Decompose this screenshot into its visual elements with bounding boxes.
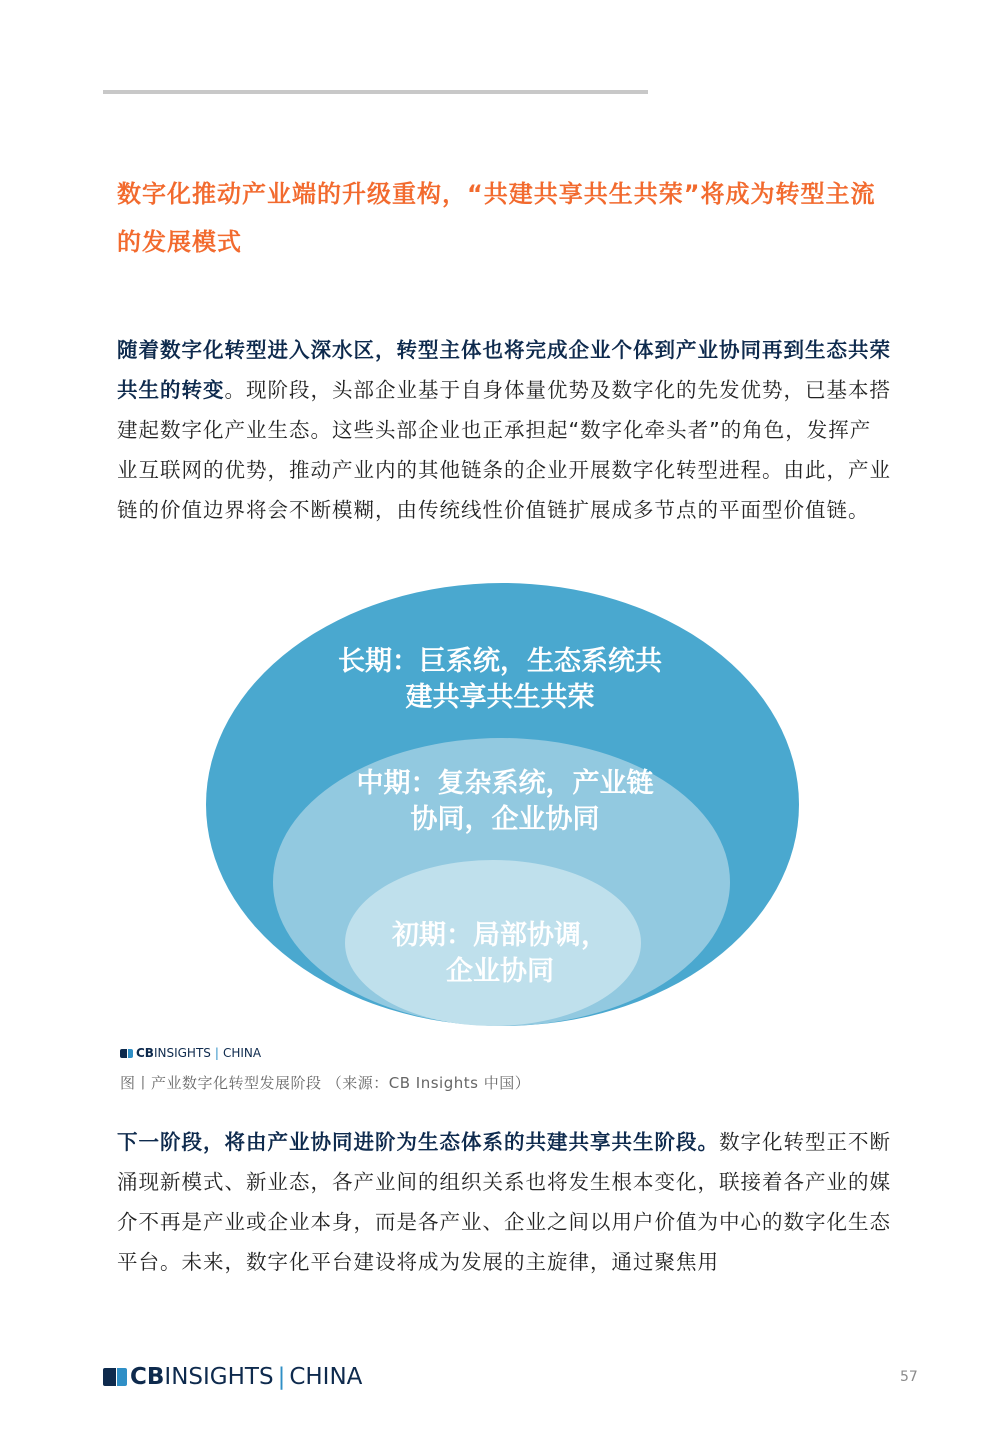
paragraph-2-bold: 下一阶段，将由产业协同进阶为生态体系的共建共享共生阶段。 <box>117 1130 719 1154</box>
cb-logo-icon <box>103 1368 127 1386</box>
figure-caption: 图丨产业数字化转型发展阶段 （来源：CB Insights 中国） <box>120 1074 531 1092</box>
logo-china: CHINA <box>222 1046 262 1060</box>
section-heading: 数字化推动产业端的升级重构，“共建共享共生共荣”将成为转型主流的发展模式 <box>117 180 876 256</box>
paragraph-2 <box>117 1122 892 1282</box>
cb-logo-icon <box>120 1049 133 1058</box>
paragraph-1 <box>117 330 892 530</box>
paragraph-1-bold: 随着数字化转型进入深水区，转型主体也将完成企业个体到产业协同再到生态共荣共生的转变 <box>117 338 891 402</box>
logo-separator: | <box>277 1364 286 1390</box>
logo-cb: CB <box>130 1364 165 1390</box>
logo-insights: INSIGHTS <box>164 1364 274 1390</box>
footer-logo <box>103 1364 362 1390</box>
logo-separator: | <box>214 1046 219 1060</box>
long-term-label: 长期：巨系统，生态系统共建共享共生共荣 <box>338 646 662 713</box>
figure-source-logo <box>120 1046 261 1060</box>
mid-term-label: 中期：复杂系统，产业链协同，企业协同 <box>356 768 654 835</box>
logo-insights: INSIGHTS <box>153 1046 211 1060</box>
paragraph-1-text: 。现阶段，头部企业基于自身体量优势及数字化的先发优势，已基本搭建起数字化产业生态。这些头部企业也正承担起“数字化牵头者”的角色，发挥产业互联网的优势，推动产业内的其他链条的企业开展数字化转型进程。由此，产业链的价值边界将会不断模糊，由传统线性价值链扩展成多节点的平面型价值链。 <box>117 378 891 522</box>
top-divider <box>103 90 648 94</box>
paragraph-2-text: 数字化转型正不断涌现新模式、新业态，各产业间的组织关系也将发生根本变化，联接着各产业的媒介不再是产业或企业本身，而是各产业、企业之间以用户价值为中心的数字化生态平台。未来，数字化平台建设将成为发展的主旋律，通过聚焦用 <box>117 1130 891 1274</box>
logo-china: CHINA <box>289 1364 363 1390</box>
page-number: 57 <box>900 1369 918 1385</box>
logo-cb: CB <box>136 1046 154 1060</box>
early-term-label: 初期：局部协调，企业协同 <box>392 920 608 987</box>
